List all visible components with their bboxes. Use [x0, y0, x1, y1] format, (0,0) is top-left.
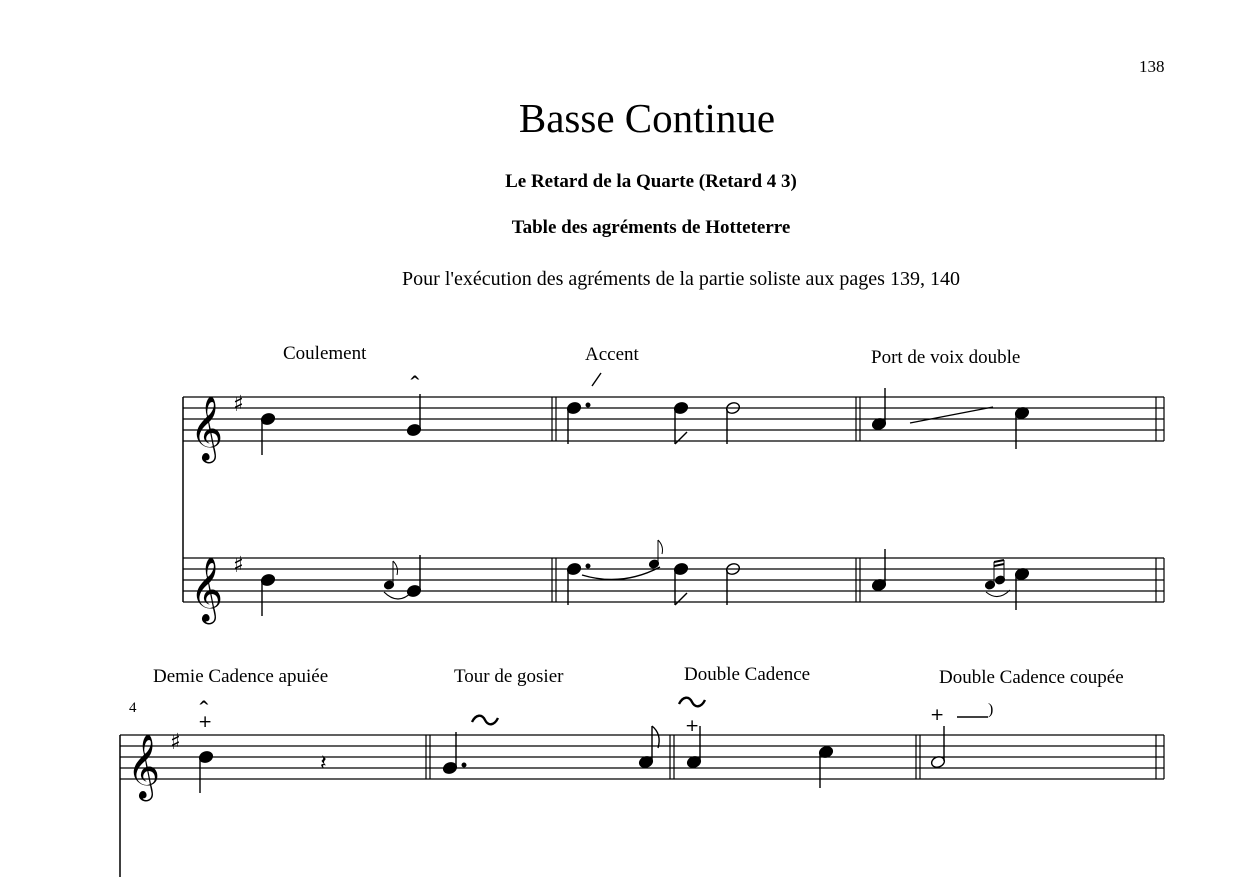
cross-ornament: +: [198, 712, 213, 732]
instruction-text: Pour l'exécution des agréments de la partie soliste aux pages 139, 140: [402, 268, 960, 290]
label-tour-de-gosier: Tour de gosier: [454, 666, 564, 687]
label-demie-cadence-apuiee: Demie Cadence apuiée: [153, 666, 329, 687]
dot: [462, 763, 466, 767]
label-port-de-voix-double: Port de voix double: [871, 347, 1021, 368]
slide-line: [910, 407, 993, 423]
key-sharp: ♯: [233, 392, 244, 417]
label-accent: Accent: [585, 344, 639, 365]
staff-lines: [183, 397, 1164, 441]
page-number: 138: [1139, 57, 1165, 76]
dot: [586, 564, 590, 568]
dot: [586, 403, 590, 407]
treble-clef: 𝄞: [127, 734, 161, 799]
treble-clef: 𝄞: [190, 557, 224, 622]
flag: [652, 726, 659, 748]
ornament-bracket: ): [988, 701, 994, 718]
flag: [393, 561, 398, 575]
label-double-cadence-coupee: Double Cadence coupée: [939, 667, 1124, 688]
marcato-mark: ^: [198, 699, 210, 715]
subtitle: Le Retard de la Quarte (Retard 4 3): [505, 171, 797, 192]
key-sharp: ♯: [233, 553, 244, 578]
label-double-cadence: Double Cadence: [684, 664, 811, 685]
turn-ornament: [472, 716, 498, 725]
flag: [658, 540, 663, 554]
treble-clef: 𝄞: [190, 396, 224, 461]
label-coulement: Coulement: [283, 343, 367, 364]
cross-ornament: +: [930, 705, 945, 725]
barline: [552, 397, 1164, 602]
flag: [675, 593, 687, 605]
page-title: Basse Continue: [518, 95, 776, 141]
accent-stroke: [592, 373, 601, 386]
turn-ornament: [679, 698, 705, 707]
cross-ornament: +: [685, 716, 700, 736]
table-title: Table des agréments de Hotteterre: [511, 217, 791, 238]
staff-lines: [183, 558, 1164, 602]
marcato-mark: ^: [409, 374, 421, 390]
flag: [675, 432, 687, 444]
quarter-rest: 𝄽: [320, 751, 327, 776]
measure-number: 4: [129, 700, 137, 716]
staff-lines: [120, 735, 1164, 779]
key-sharp: ♯: [170, 730, 181, 755]
